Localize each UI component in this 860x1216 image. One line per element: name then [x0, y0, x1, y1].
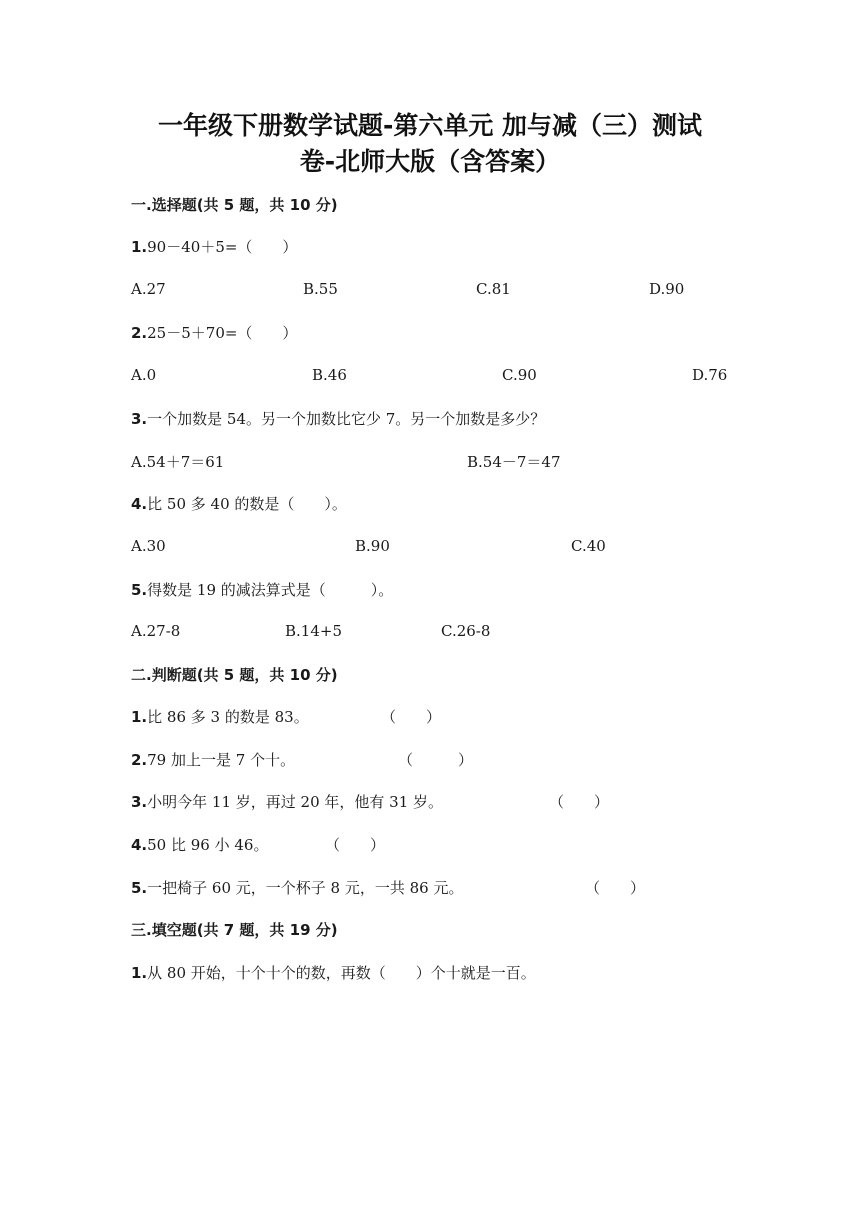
question — [131, 791, 443, 812]
doc-title-line-2: 卷-北师大版（含答案） — [299, 147, 561, 176]
question-text: 79 加上一是 7 个十。 — [147, 751, 296, 769]
answer-blank: （ ） — [585, 879, 646, 897]
question-number: 5. — [131, 581, 148, 599]
question-number: 3. — [131, 793, 148, 811]
option-b: B.54－7＝47 — [467, 453, 561, 471]
question-text: 比 86 多 3 的数是 83。 — [147, 708, 309, 726]
question-number: 3. — [131, 410, 148, 428]
question-text: 一个加数是 54。另一个加数比它少 7。另一个加数是多少？ — [147, 410, 546, 428]
option-b: B.90 — [355, 537, 390, 555]
question — [131, 579, 393, 600]
section-heading-judge: 二.判断题(共 5 题，共 10 分) — [131, 666, 338, 684]
option-c: C.26-8 — [441, 622, 491, 640]
option-c: C.81 — [476, 280, 511, 298]
question — [131, 493, 347, 514]
option-c: C.90 — [502, 366, 537, 384]
question — [131, 236, 297, 257]
question-text: 90－40＋5=（ ） — [147, 238, 298, 256]
option-a: A.27-8 — [131, 622, 181, 640]
option-b: B.46 — [312, 366, 347, 384]
question — [131, 877, 463, 898]
question-number: 5. — [131, 879, 148, 897]
section-heading-choice: 一.选择题(共 5 题，共 10 分) — [131, 196, 338, 214]
question-text: 50 比 96 小 46。 — [147, 836, 269, 854]
option-c: C.40 — [571, 537, 606, 555]
option-d: D.76 — [692, 366, 728, 384]
option-a: A.0 — [131, 366, 157, 384]
section-heading-fill: 三.填空题(共 7 题，共 19 分) — [131, 921, 338, 939]
option-a: A.54＋7＝61 — [131, 453, 225, 471]
question — [131, 749, 295, 770]
question-text: 小明今年 11 岁，再过 20 年，他有 31 岁。 — [147, 793, 444, 811]
question-number: 4. — [131, 836, 148, 854]
question-text: 25－5＋70=（ ） — [147, 324, 298, 342]
question-number: 4. — [131, 495, 148, 513]
question-text: 从 80 开始，十个十个的数，再数（ ）个十就是一百。 — [147, 964, 536, 982]
question-text: 得数是 19 的减法算式是（ ）。 — [147, 581, 394, 599]
option-b: B.55 — [303, 280, 338, 298]
question — [131, 322, 297, 343]
answer-blank: （ ） — [381, 708, 442, 726]
option-d: D.90 — [649, 280, 685, 298]
answer-blank: （ ） — [549, 793, 610, 811]
answer-blank: （ ） — [398, 751, 474, 769]
doc-title-line-1: 一年级下册数学试题-第六单元 加与减（三）测试 — [157, 111, 703, 140]
question-number: 2. — [131, 751, 148, 769]
question — [131, 834, 268, 855]
question-number: 1. — [131, 964, 148, 982]
option-a: A.30 — [131, 537, 166, 555]
question-number: 2. — [131, 324, 148, 342]
option-b: B.14+5 — [285, 622, 342, 640]
question — [131, 408, 545, 429]
answer-blank: （ ） — [325, 836, 386, 854]
question — [131, 962, 536, 983]
question-text: 一把椅子 60 元，一个杯子 8 元，一共 86 元。 — [147, 879, 464, 897]
option-a: A.27 — [131, 280, 166, 298]
question-number: 1. — [131, 708, 148, 726]
question — [131, 706, 309, 727]
question-text: 比 50 多 40 的数是（ ）。 — [147, 495, 347, 513]
question-number: 1. — [131, 238, 148, 256]
